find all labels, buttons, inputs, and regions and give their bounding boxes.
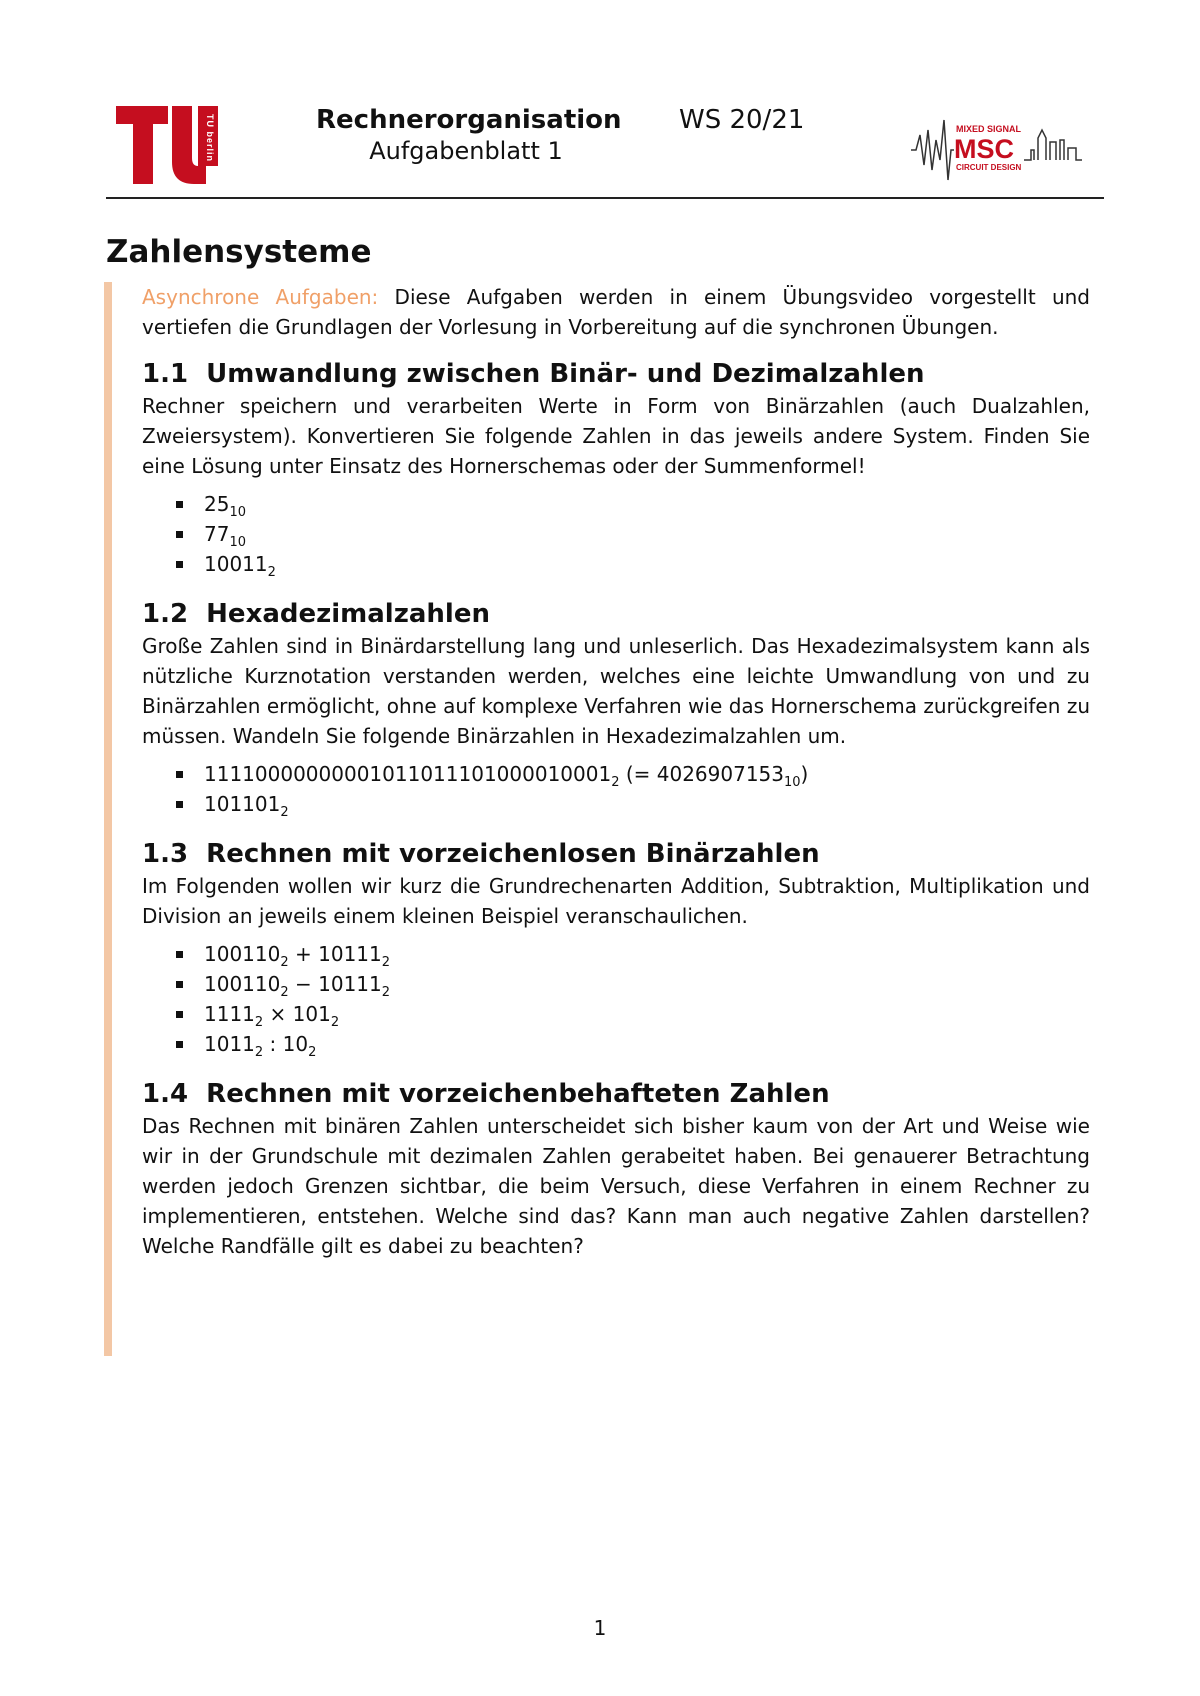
list-item <box>162 789 1090 819</box>
item-value: 100110 <box>204 942 281 966</box>
item-base: 2 <box>280 955 289 970</box>
subsection-text: Rechner speichern und verarbeiten Werte in Form von Binärzahlen (auch Dualzahlen, Zweiersystem). Konvertieren Sie folgende Zahlen in das jeweils andere System. Finden Sie eine Lösung unter Einsatz des Hornerschemas oder der Summenformel! <box>142 394 1090 478</box>
list-item <box>162 1029 1090 1059</box>
subsection-heading <box>142 837 1090 871</box>
exercise-box <box>104 282 1112 1356</box>
subsection-heading <box>142 357 1090 391</box>
item-base: 10 <box>229 535 246 550</box>
bullet-icon <box>176 801 183 808</box>
item-operator: : <box>263 1032 283 1056</box>
item-value: 10011 <box>204 552 268 576</box>
item-base: 2 <box>330 1015 340 1030</box>
item-paren: ) <box>800 762 809 786</box>
item-base: 2 <box>280 805 289 820</box>
msc-line2: MSC <box>954 134 1014 164</box>
bullet-icon <box>176 531 183 538</box>
list-item <box>162 549 1090 579</box>
title-block <box>316 105 622 167</box>
subsection-title: Hexadezimalzahlen <box>206 599 490 629</box>
item-decimal: (= 4026907153 <box>619 762 784 786</box>
item-base: 2 <box>308 1045 317 1060</box>
item-value: 1111 <box>204 1002 255 1026</box>
subsection-heading <box>142 1077 1090 1111</box>
item-value: 10111 <box>318 942 382 966</box>
async-note-text: Diese Aufgaben werden in einem Übungsvideo vorgestellt und vertiefen die Grundlagen der Vorlesung in Vorbereitung auf die synchronen Übungen. <box>142 285 1090 339</box>
subsection-title: Rechnen mit vorzeichenlosen Binärzahlen <box>206 839 820 869</box>
item-base: 10 <box>784 775 801 790</box>
item-value: 77 <box>204 522 230 546</box>
item-base: 2 <box>254 1045 264 1060</box>
item-value: 101 <box>292 1002 331 1026</box>
bullet-icon <box>176 1011 183 1018</box>
subsection-text: Das Rechnen mit binären Zahlen unterscheidet sich bisher kaum von der Art und Weise wie wir in der Grundschule mit dezimalen Zahlen gerabeitet haben. Bei genauerer Betrachtung werden jedoch Grenzen sichtbar, die beim Versuch, diese Verfahren in einem Rechner zu implementieren, entstehen. Welche sind das? Kann man auch negative Zahlen darstellen? Welche Randfälle gilt es dabei zu beachten? <box>142 1114 1090 1258</box>
subsection-heading <box>142 597 1090 631</box>
item-value: 25 <box>204 492 230 516</box>
bullet-icon <box>176 771 183 778</box>
msc-logo <box>906 110 1096 190</box>
header-divider <box>106 197 1104 199</box>
item-value: 101101 <box>204 792 281 816</box>
list-item <box>162 939 1090 969</box>
msc-line1: MIXED SIGNAL <box>956 124 1022 134</box>
subsection-number: 1.3 <box>142 839 189 869</box>
number-list <box>142 939 1090 1059</box>
item-base: 2 <box>254 1015 264 1030</box>
async-note-label: Asynchrone Aufgaben: <box>142 285 379 309</box>
bullet-icon <box>176 561 183 568</box>
list-item <box>162 489 1090 519</box>
item-value: 10 <box>282 1032 309 1056</box>
page-header <box>106 100 1104 200</box>
async-note <box>142 282 1090 342</box>
number-list <box>142 489 1090 579</box>
subsection-title: Umwandlung zwischen Binär- und Dezimalzahlen <box>206 359 925 389</box>
item-value: 11110000000001011011101000010001 <box>204 762 612 786</box>
item-base: 2 <box>280 985 289 1000</box>
semester-label: WS 20/21 <box>679 105 805 135</box>
bullet-icon <box>176 951 183 958</box>
list-item <box>162 969 1090 999</box>
page-number: 1 <box>593 1616 607 1640</box>
item-base: 2 <box>611 775 620 790</box>
list-item <box>162 999 1090 1029</box>
list-item <box>162 759 1090 789</box>
subsection-number: 1.2 <box>142 599 189 629</box>
item-value: 100110 <box>204 972 281 996</box>
item-operator: − <box>288 972 319 996</box>
subsection-title: Rechnen mit vorzeichenbehafteten Zahlen <box>206 1079 830 1109</box>
item-operator: × <box>263 1002 293 1026</box>
msc-line3: CIRCUIT DESIGN <box>956 163 1022 172</box>
tu-berlin-logo <box>116 106 226 186</box>
subsection-text: Im Folgenden wollen wir kurz die Grundrechenarten Addition, Subtraktion, Multiplikation und Division an jeweils einem kleinen Beispiel veranschaulichen. <box>142 874 1090 928</box>
list-item <box>162 519 1090 549</box>
item-base: 2 <box>381 955 391 970</box>
waveform-icon <box>911 120 954 180</box>
subsection-number: 1.4 <box>142 1079 189 1109</box>
item-base: 10 <box>229 505 246 520</box>
subsection-number: 1.1 <box>142 359 189 389</box>
tu-logo-text: TU berlin <box>205 114 215 163</box>
item-base: 2 <box>381 985 391 1000</box>
subsection-text: Große Zahlen sind in Binärdarstellung lang und unleserlich. Das Hexadezimalsystem kann als nützliche Kurznotation verstanden werden, welches eine leichte Umwandlung von und zu Binärzahlen ermöglicht, ohne auf komplexe Verfahren wie das Hornerschema zurückgreifen zu müssen. Wandeln Sie folgende Binärzahlen in Hexadezimalzahlen um. <box>142 634 1090 748</box>
sheet-title: Aufgabenblatt 1 <box>369 137 563 165</box>
skyline-icon <box>1024 130 1082 160</box>
item-base: 2 <box>267 565 276 580</box>
item-value: 1011 <box>204 1032 255 1056</box>
exercise-content <box>142 282 1090 1261</box>
bullet-icon <box>176 981 183 988</box>
section-title: Zahlensysteme <box>106 234 372 270</box>
number-list <box>142 759 1090 819</box>
item-operator: + <box>288 942 319 966</box>
item-value: 10111 <box>318 972 382 996</box>
course-title: Rechnerorganisation <box>316 105 622 135</box>
bullet-icon <box>176 501 183 508</box>
bullet-icon <box>176 1041 183 1048</box>
